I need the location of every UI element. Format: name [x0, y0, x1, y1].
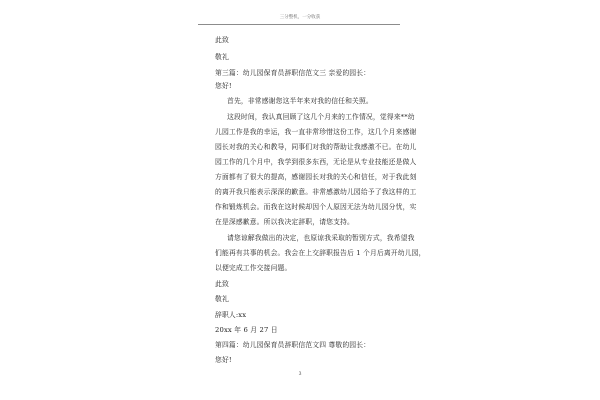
- paragraph-line: 们能再有共事的机会。我会在上交辞职报告后 1 个月后离开幼儿园，: [215, 249, 426, 257]
- paragraph-line: 园工作的几个月中，我学到很多东西，无论是从专业技能还是做人: [215, 158, 417, 166]
- paragraph-line: 请您谅解我做出的决定，也原谅我采取的暂别方式，我希望我: [227, 234, 415, 242]
- page-number: 3: [298, 372, 302, 377]
- paragraph-line: 首先，非常感谢您这半年来对我的信任和关照。: [227, 97, 373, 105]
- paragraph-line: 园长对我的关心和教导，同事们对我的帮助让我感激不已。在幼儿: [215, 143, 417, 151]
- paragraph-line: 作和锻炼机会。而我在这时候却因个人原因无法为幼儿园分忧，实: [215, 203, 417, 211]
- paragraph-line: 这段时间，我认真回顾了这几个月来的工作情况，觉得来**幼: [227, 113, 415, 121]
- section-heading: 第三篇：幼儿园保育员辞职信范文三 亲爱的园长：: [215, 69, 371, 77]
- salutation-line: 敬礼: [215, 295, 229, 303]
- paragraph-line: 儿园工作是我的幸运，我一直非常珍惜这份工作，这几个月来感谢: [215, 128, 417, 136]
- signature-line: 辞职人:xx: [215, 311, 247, 319]
- date-line: 20xx 年 6 月 27 日: [215, 326, 278, 334]
- closing-line: 此致: [215, 280, 229, 288]
- section-heading: 第四篇：幼儿园保育员辞职信范文四 尊敬的园长：: [215, 341, 371, 349]
- paragraph-line: 以便完成工作交接问题。: [215, 264, 292, 272]
- closing-line: 此致: [215, 36, 229, 44]
- paragraph-line: 方面都有了很大的提高，感谢园长对我的关心和信任，对于我此刻: [215, 173, 417, 181]
- paragraph-line: 在是深感歉意。所以我决定辞职，请您支持。: [215, 218, 354, 226]
- greeting-line: 您好!: [215, 82, 232, 90]
- salutation-line: 敬礼: [215, 53, 229, 61]
- page-header: 三分整机，一分收获: [279, 15, 321, 20]
- greeting-line: 您好!: [215, 356, 232, 364]
- paragraph-line: 的离开我只能表示深深的歉意。非常感激幼儿园给予了我这样的工: [215, 188, 417, 196]
